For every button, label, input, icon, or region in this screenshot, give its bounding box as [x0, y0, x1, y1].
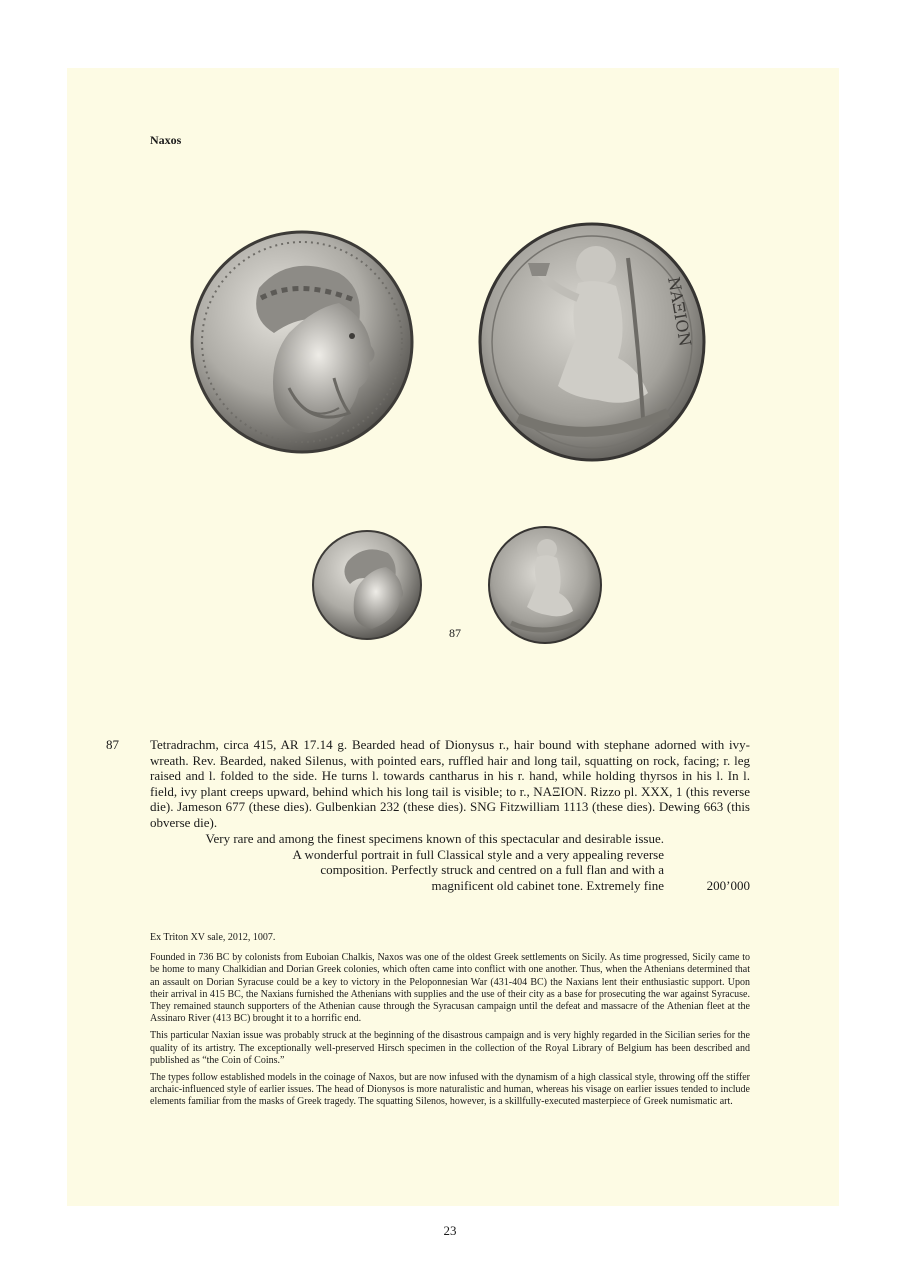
estimate-price: 200’000 — [706, 877, 750, 893]
note-paragraph: This particular Naxian issue was probably struck at the beginning of the disastrous campaign and is very highly regarded in the Sicilian series for the quality of its artistry. The exceptionally well-preserved Hirsch specimen in the collection of the Royal Library of Belgium has been described and published as “the Coin of Coins.” — [150, 1030, 750, 1066]
grade-line-3: composition. Perfectly struck and centred on a full flan and with a — [320, 862, 664, 877]
note-paragraph: Founded in 736 BC by colonists from Euboian Chalkis, Naxos was one of the oldest Greek settlements on Sicily. As time progressed, Sicily came to be home to many Chalkidian and Dorian Greek colonies, which often came into conflict with one another. Thus, when the Athenians determined that an assault on Dorian Syracuse could be a key to victory in the Peloponnesian War (431-404 BC) the Naxians lent their enthusiastic support. Upon their arrival in 415 BC, the Naxians furnished the Athenians with supplies and the use of their city as a base for prosecuting the war against Syracuse. They remained staunch supporters of the Athenian cause through the Syracusan campaign until the defeat and massacre of the Athenian fleet at the Assinaro River (413 BC) brought it to a horrific end. — [150, 952, 750, 1025]
coin-obverse-large-image — [189, 228, 415, 456]
coin-reverse-large-image — [478, 218, 710, 464]
grade-line-2: A wonderful portrait in full Classical style and a very appealing reverse — [292, 846, 664, 862]
grade-line-1: Very rare and among the finest specimens known of this spectacular and desirable issue. — [205, 831, 664, 846]
lot-number-image-caption: 87 — [449, 626, 461, 640]
provenance: Ex Triton XV sale, 2012, 1007. — [150, 932, 276, 943]
page-number: 23 — [443, 1223, 457, 1238]
lot-number: 87 — [106, 737, 119, 752]
note-paragraph: The types follow established models in the coinage of Naxos, but are now infused with the dynamism of a high classical style, throwing off the stiffer archaic-influenced style of earlier issues. The head of Dionysos is more naturalistic and human, whereas his visage on earlier issues tended to include elements familiar from the masks of Greek tragedy. The squatting Silenos, however, is a skillfully-executed masterpiece of Greek numismatic art. — [150, 1072, 750, 1108]
grade-block — [150, 831, 750, 893]
lot-notes — [150, 932, 750, 1114]
reverse-legend: ΝΑΞΙΟΝ — [664, 275, 695, 348]
section-heading: Naxos — [150, 133, 182, 147]
grade-line-4: magnificent old cabinet tone. Extremely fine — [431, 877, 664, 893]
coin-obverse-small-image — [310, 529, 424, 641]
lot-description: Tetradrachm, circa 415, AR 17.14 g. Bearded head of Dionysus r., hair bound with stephane adorned with ivy-wreath. Rev. Bearded, naked Silenus, with pointed ears, ruffled hair and long tail, squatting on rock, facing; r. leg raised and l. folded to the side. He turns l. towards cantharus in his r. hand, while holding thyrsos in his l. In l. field, ivy plant creeps upward, behind which his long tail is visible; to r., ΝΑΞΙΟΝ. Rizzo pl. XXX, 1 (this reverse die). Jameson 677 (these dies). Gulbenkian 232 (these dies). SNG Fitzwilliam 1113 (these dies). Dewing 663 (this obverse die). — [150, 737, 750, 830]
coin-reverse-small-image — [487, 523, 605, 645]
